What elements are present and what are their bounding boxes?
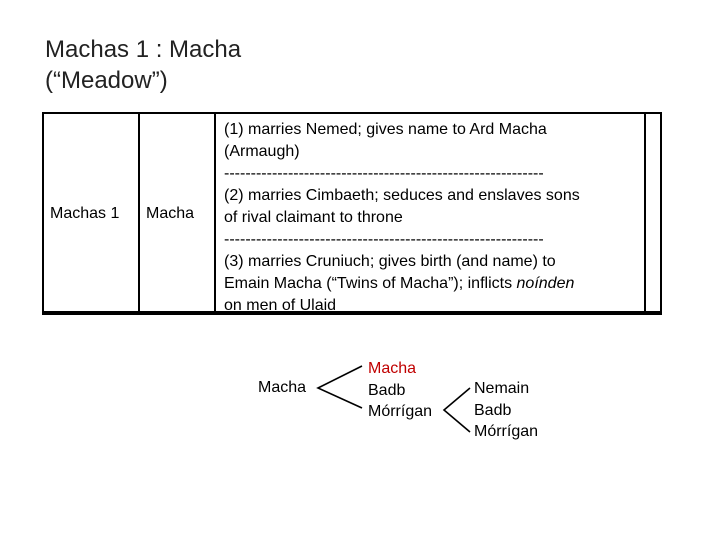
desc-line-6-text: Emain Macha (“Twins of Macha”); inflicts bbox=[224, 275, 517, 292]
title-line-2: (“Meadow”) bbox=[45, 67, 168, 94]
column-divider-3 bbox=[644, 114, 646, 311]
desc-divider-1: ------------------------------------------------------------ bbox=[224, 165, 544, 182]
bracket-2 bbox=[440, 384, 472, 436]
title-line-1: Machas 1 : Macha bbox=[45, 36, 242, 63]
macha-table bbox=[42, 112, 662, 313]
group1-item-3: Mórrígan bbox=[368, 403, 433, 420]
group1-item-1: Macha bbox=[368, 360, 417, 377]
group1-item-2: Badb bbox=[368, 381, 406, 399]
desc-line-1: (1) marries Nemed; gives name to Ard Macha bbox=[224, 121, 547, 138]
diagram-group-2 bbox=[474, 378, 538, 443]
group2-item-2: Badb bbox=[474, 401, 512, 419]
desc-line-6 bbox=[224, 273, 580, 295]
desc-line-5: (3) marries Cruniuch; gives birth (and name) to bbox=[224, 253, 556, 270]
desc-line-7: on men of Ulaid bbox=[224, 297, 337, 314]
column-divider-1 bbox=[138, 114, 140, 311]
desc-line-6-italic: noínden bbox=[516, 275, 575, 292]
cell-figure: Macha bbox=[146, 205, 195, 222]
slide-title bbox=[45, 34, 241, 96]
column-divider-2 bbox=[214, 114, 216, 311]
group2-item-1: Nemain bbox=[474, 380, 530, 397]
group2-item-3: Mórrígan bbox=[474, 423, 539, 440]
desc-line-2: (Armaugh) bbox=[224, 143, 300, 160]
diagram-root: Macha bbox=[258, 379, 307, 396]
cell-description bbox=[224, 119, 580, 317]
desc-divider-2: ------------------------------------------------------------ bbox=[224, 231, 544, 248]
bracket-1 bbox=[314, 362, 364, 412]
diagram-group-1 bbox=[368, 358, 432, 423]
desc-line-4: of rival claimant to throne bbox=[224, 209, 403, 226]
desc-line-3: (2) marries Cimbaeth; seduces and enslaves sons bbox=[224, 187, 580, 204]
cell-name: Machas 1 bbox=[50, 205, 120, 222]
